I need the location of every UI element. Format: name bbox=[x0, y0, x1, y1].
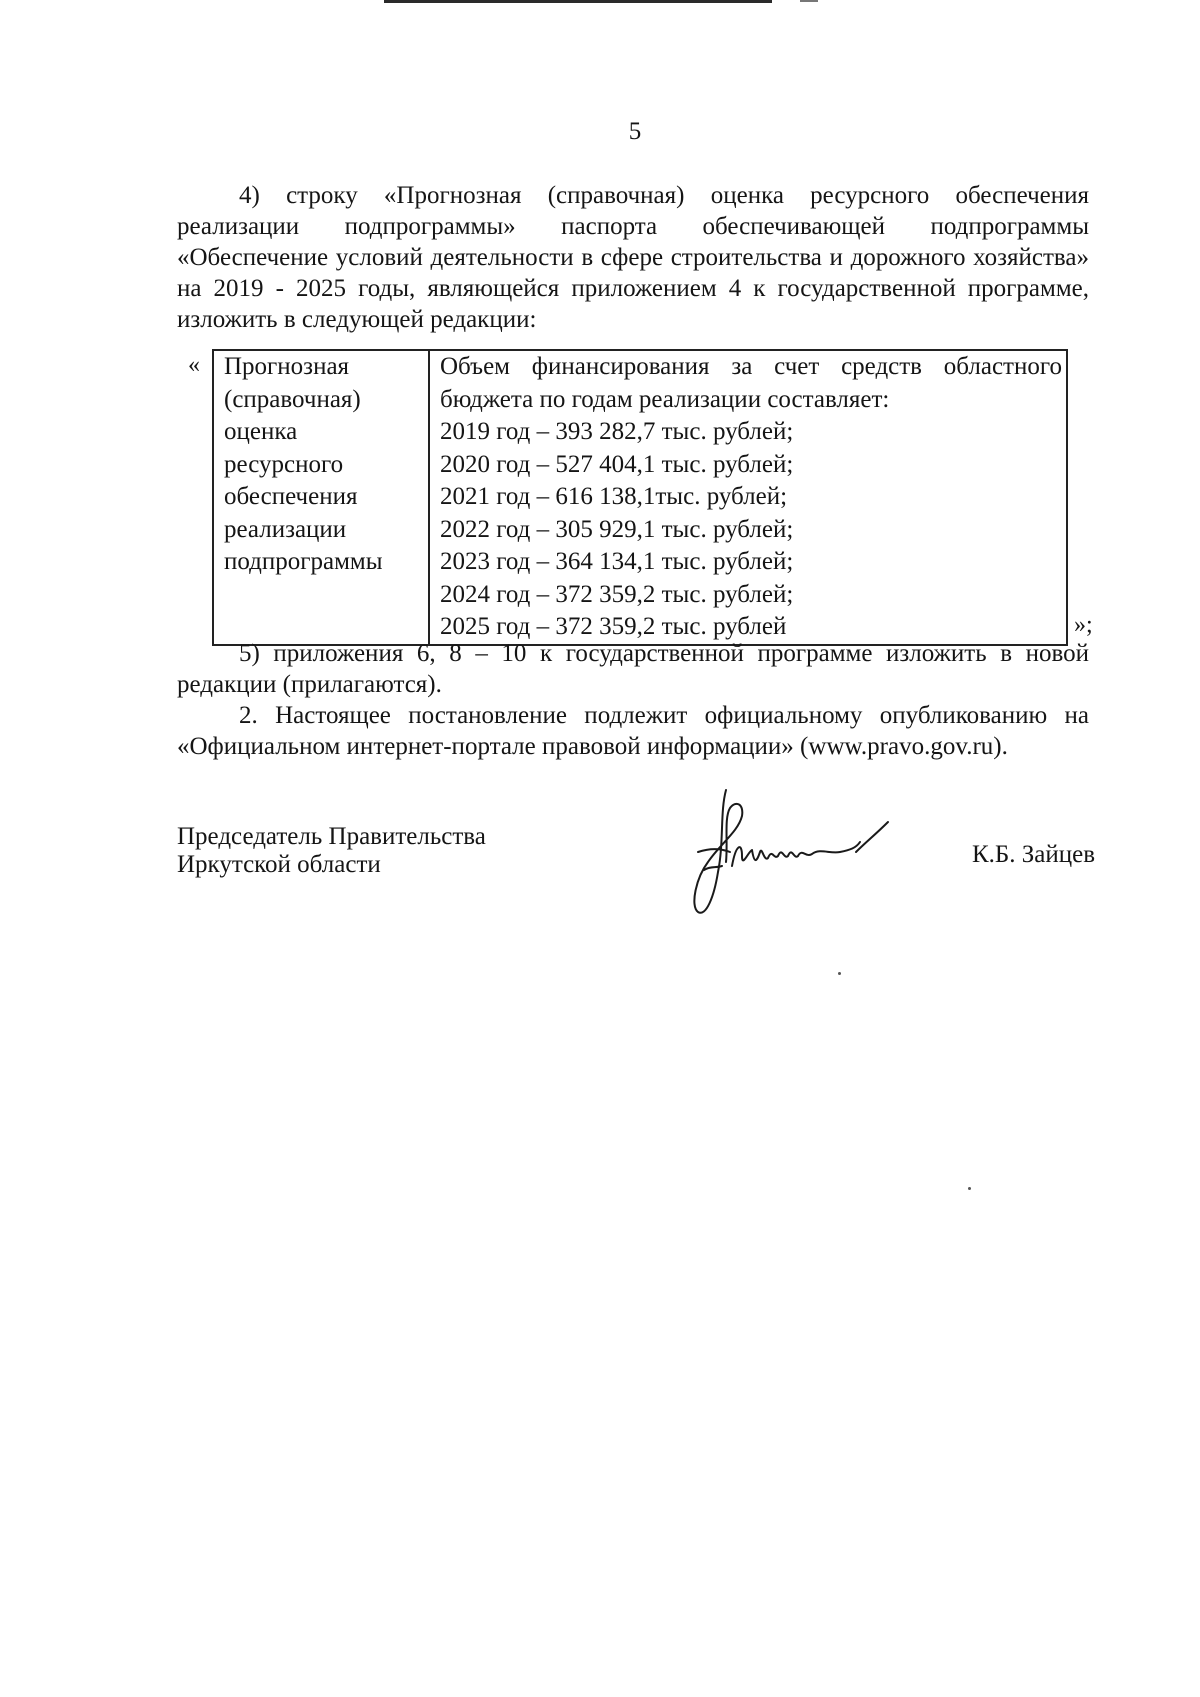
table-cell-value bbox=[429, 350, 1067, 645]
top-rule-fragment bbox=[800, 0, 818, 2]
item-4-paragraph bbox=[177, 180, 1089, 335]
table-cell-label bbox=[213, 350, 429, 645]
speck bbox=[968, 1187, 971, 1190]
value-line: 2020 год – 527 404,1 тыс. рублей; bbox=[440, 450, 794, 478]
page-number: 5 bbox=[628, 118, 642, 145]
label-line: оценка bbox=[224, 418, 298, 445]
label-line: реализации bbox=[224, 515, 347, 543]
value-line: 2019 год – 393 282,7 тыс. рублей; bbox=[440, 418, 794, 445]
item-2-text: 2. Настоящее постановление подлежит официальному опубликованию на «Официальном интернет-портале правовой информации» (www.pravo.gov.ru). bbox=[177, 702, 1089, 760]
item-4-text: 4) строку «Прогнозная (справочная) оценка ресурсного обеспечения реализации подпрограммы» паспорта обеспечивающей подпрограммы «Обеспечение условий деятельности в сфере строительства и дорожного хозяйства» на 2019 - 2025 годы, являющейся приложением 4 к государственной программе, изложить в следующей редакции: bbox=[177, 182, 1089, 333]
table-quote-open: « bbox=[188, 352, 200, 378]
position-line-2: Иркутской области bbox=[177, 851, 381, 878]
handwritten-signature-icon bbox=[680, 782, 925, 922]
value-line: Объем финансирования за счет средств областного bbox=[440, 353, 1062, 380]
label-line: Прогнозная bbox=[224, 353, 350, 380]
value-line: 2023 год – 364 134,1 тыс. рублей; bbox=[440, 548, 794, 575]
label-line: ресурсного bbox=[224, 450, 344, 478]
label-line: подпрограммы bbox=[224, 548, 383, 575]
value-line: 2022 год – 305 929,1 тыс. рублей; bbox=[440, 515, 794, 543]
value-line: 2021 год – 616 138,1тыс. рублей; bbox=[440, 483, 788, 510]
signatory-position bbox=[177, 823, 486, 879]
label-line: (справочная) bbox=[224, 385, 361, 413]
passport-table bbox=[212, 349, 1068, 646]
item-2-paragraph bbox=[177, 700, 1089, 762]
value-line: 2025 год – 372 359,2 тыс. рублей bbox=[440, 613, 787, 640]
table-quote-close: »; bbox=[1074, 612, 1093, 638]
position-line-1: Председатель Правительства bbox=[177, 823, 486, 850]
top-rule bbox=[384, 0, 772, 3]
value-line: 2024 год – 372 359,2 тыс. рублей; bbox=[440, 580, 794, 608]
label-line: обеспечения bbox=[224, 483, 358, 510]
item-5-text: 5) приложения 6, 8 – 10 к государственной программе изложить в новой редакции (прилагаются). bbox=[177, 640, 1089, 698]
item-5-paragraph bbox=[177, 638, 1089, 700]
value-line: бюджета по годам реализации составляет: bbox=[440, 385, 890, 413]
table-row bbox=[213, 350, 1067, 645]
speck bbox=[838, 972, 841, 975]
signatory-name: К.Б. Зайцев bbox=[972, 841, 1096, 868]
